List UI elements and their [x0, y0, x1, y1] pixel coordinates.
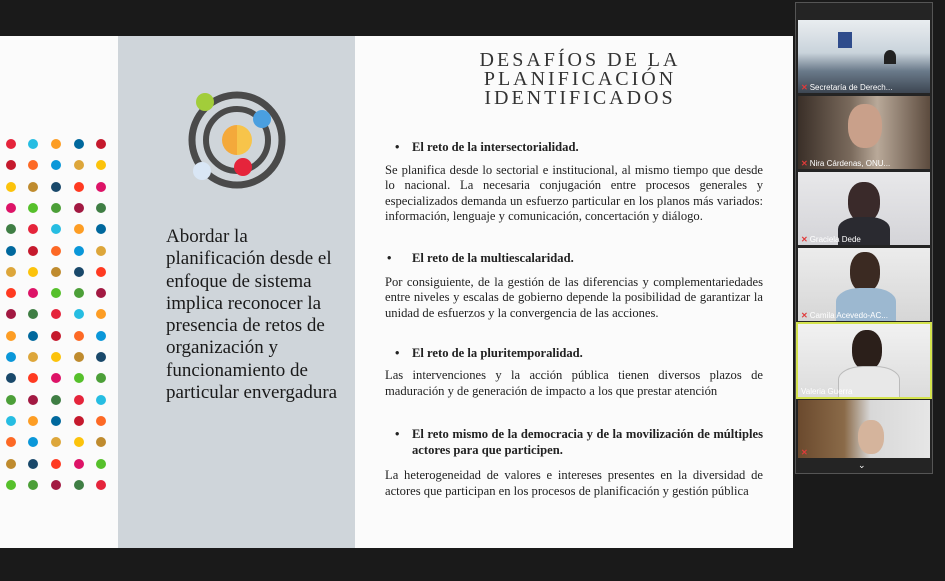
decorative-dot [28, 224, 38, 234]
decorative-dot [28, 203, 38, 213]
challenge-body: Se planifica desde lo sectorial e institucional, al mismo tiempo que desde lo nacional. La necesaria conjugación entre procesos generales y especializados demanda un esfuerzo particular en los planos más variados: información, lenguaje y comunicación, concertación y diálogo. [385, 162, 763, 224]
challenge-heading: • El reto de la pluritemporalidad. [395, 346, 583, 361]
video-tile[interactable] [798, 400, 930, 458]
decorative-dot [51, 182, 61, 192]
decorative-dot [96, 416, 106, 426]
decorative-dot [96, 395, 106, 405]
decorative-dot [28, 267, 38, 277]
decorative-dot [28, 437, 38, 447]
person-face [848, 182, 880, 222]
decorative-dot [74, 459, 84, 469]
challenge-body: Las intervenciones y la acción pública tienen diversos plazos de maduración y de generación de impacto a los que prestar atención [385, 367, 763, 398]
decorative-dot [96, 352, 106, 362]
decorative-dot [96, 459, 106, 469]
flag-image [838, 32, 852, 48]
shared-slide [0, 36, 793, 548]
decorative-dot [74, 288, 84, 298]
decorative-dot [96, 480, 106, 490]
person-face [848, 104, 882, 148]
decorative-dot-grid [0, 136, 118, 496]
decorative-dot [51, 395, 61, 405]
decorative-dot [74, 182, 84, 192]
video-tile[interactable] [798, 20, 930, 93]
decorative-dot [74, 352, 84, 362]
decorative-dot [51, 437, 61, 447]
participant-video-strip[interactable] [795, 2, 933, 474]
decorative-dot [51, 160, 61, 170]
decorative-dot [74, 309, 84, 319]
decorative-dot [74, 416, 84, 426]
decorative-dot [6, 203, 16, 213]
decorative-dot [51, 246, 61, 256]
decorative-dot [96, 267, 106, 277]
decorative-dot [6, 352, 16, 362]
decorative-dot [51, 352, 61, 362]
decorative-dot [74, 139, 84, 149]
decorative-dot [6, 459, 16, 469]
challenge-heading: • El reto mismo de la democracia y de la movilización de múltiples actores para que participen. [395, 427, 763, 457]
decorative-dot [28, 352, 38, 362]
title-line: PLANIFICACIÓN [483, 68, 677, 90]
bottom-bar [0, 548, 945, 581]
decorative-dot [6, 416, 16, 426]
decorative-dot [96, 437, 106, 447]
decorative-dot [6, 395, 16, 405]
decorative-dot [28, 480, 38, 490]
decorative-dot [51, 459, 61, 469]
participant-name: Secretaría de Derech... [809, 83, 893, 92]
decorative-dot [51, 416, 61, 426]
decorative-dot [6, 309, 16, 319]
decorative-dot [74, 331, 84, 341]
participant-name: Nira Cárdenas, ONU... [809, 159, 891, 168]
participant-name: Camila Acevedo-AC... [809, 311, 888, 320]
decorative-dot [96, 139, 106, 149]
decorative-dot [74, 246, 84, 256]
participant-name: Graciela Dede [809, 235, 861, 244]
person-face [850, 252, 880, 292]
participant-name: Valeria Guerra [801, 387, 853, 396]
decorative-dot [74, 373, 84, 383]
decorative-dot [28, 139, 38, 149]
mute-icon: ✕ [801, 159, 808, 168]
mute-icon: ✕ [801, 311, 808, 320]
decorative-dot [28, 246, 38, 256]
decorative-dot [6, 224, 16, 234]
decorative-dot [51, 139, 61, 149]
decorative-dot [74, 203, 84, 213]
decorative-dot [28, 373, 38, 383]
slide-content [385, 136, 763, 500]
video-tile[interactable] [798, 248, 930, 321]
video-tile-active-speaker[interactable] [798, 324, 930, 397]
decorative-dot [96, 160, 106, 170]
title-line: IDENTIFICADOS [484, 87, 676, 109]
decorative-dot [6, 267, 16, 277]
mute-icon: ✕ [801, 235, 808, 244]
decorative-dot [6, 160, 16, 170]
title-line: DESAFÍOS DE LA [479, 49, 681, 71]
person-silhouette [884, 50, 896, 64]
decorative-dot [28, 182, 38, 192]
video-tile[interactable] [798, 96, 930, 169]
mute-icon: ✕ [801, 83, 808, 92]
decorative-dot [6, 246, 16, 256]
challenge-body: La heterogeneidad de valores e intereses presentes en la diversidad de actores que participan en los procesos de planificación y gestión pública [385, 468, 763, 498]
challenge-heading: • El reto de la intersectorialidad. [395, 140, 579, 154]
decorative-dot [6, 182, 16, 192]
decorative-dot [6, 139, 16, 149]
challenge-heading: • El reto de la multiescalaridad. [387, 250, 574, 265]
person-face [858, 420, 884, 454]
decorative-dot [74, 160, 84, 170]
decorative-dot [51, 203, 61, 213]
mute-icon: ✕ [801, 448, 808, 457]
decorative-dot [96, 203, 106, 213]
decorative-dot [51, 309, 61, 319]
chevron-down-icon[interactable]: ⌄ [858, 461, 866, 471]
challenge-body: Por consiguiente, de la gestión de las diferencias y complementariedades entre niveles y escalas de gobierno depende la posibilidad de garantizar la unidad de esfuerzos y la convergencia de las acciones. [385, 274, 763, 320]
sdg-wheel-icon [185, 85, 295, 195]
decorative-dot [74, 395, 84, 405]
decorative-dot [96, 373, 106, 383]
person-face [852, 330, 882, 370]
decorative-dot [51, 331, 61, 341]
decorative-dot [51, 373, 61, 383]
decorative-dot [96, 309, 106, 319]
video-tile[interactable] [798, 172, 930, 245]
decorative-dot [28, 160, 38, 170]
decorative-dot [96, 331, 106, 341]
decorative-dot [51, 480, 61, 490]
decorative-dot [6, 288, 16, 298]
decorative-dot [6, 437, 16, 447]
decorative-dot [96, 246, 106, 256]
slide-title [455, 51, 705, 108]
decorative-dot [6, 331, 16, 341]
decorative-dot [28, 459, 38, 469]
left-panel-text: Abordar la planificación desde el enfoque de sistema implica reconocer la presencia de retos de organización y funcionamiento de particular envergadura [166, 226, 338, 404]
decorative-dot [28, 395, 38, 405]
decorative-dot [28, 416, 38, 426]
decorative-dot [51, 288, 61, 298]
decorative-dot [28, 331, 38, 341]
decorative-dot [28, 288, 38, 298]
decorative-dot [74, 224, 84, 234]
decorative-dot [51, 224, 61, 234]
decorative-dot [74, 437, 84, 447]
decorative-dot [6, 480, 16, 490]
decorative-dot [96, 288, 106, 298]
decorative-dot [6, 373, 16, 383]
decorative-dot [28, 309, 38, 319]
decorative-dot [74, 480, 84, 490]
decorative-dot [51, 267, 61, 277]
decorative-dot [96, 224, 106, 234]
decorative-dot [96, 182, 106, 192]
decorative-dot [74, 267, 84, 277]
